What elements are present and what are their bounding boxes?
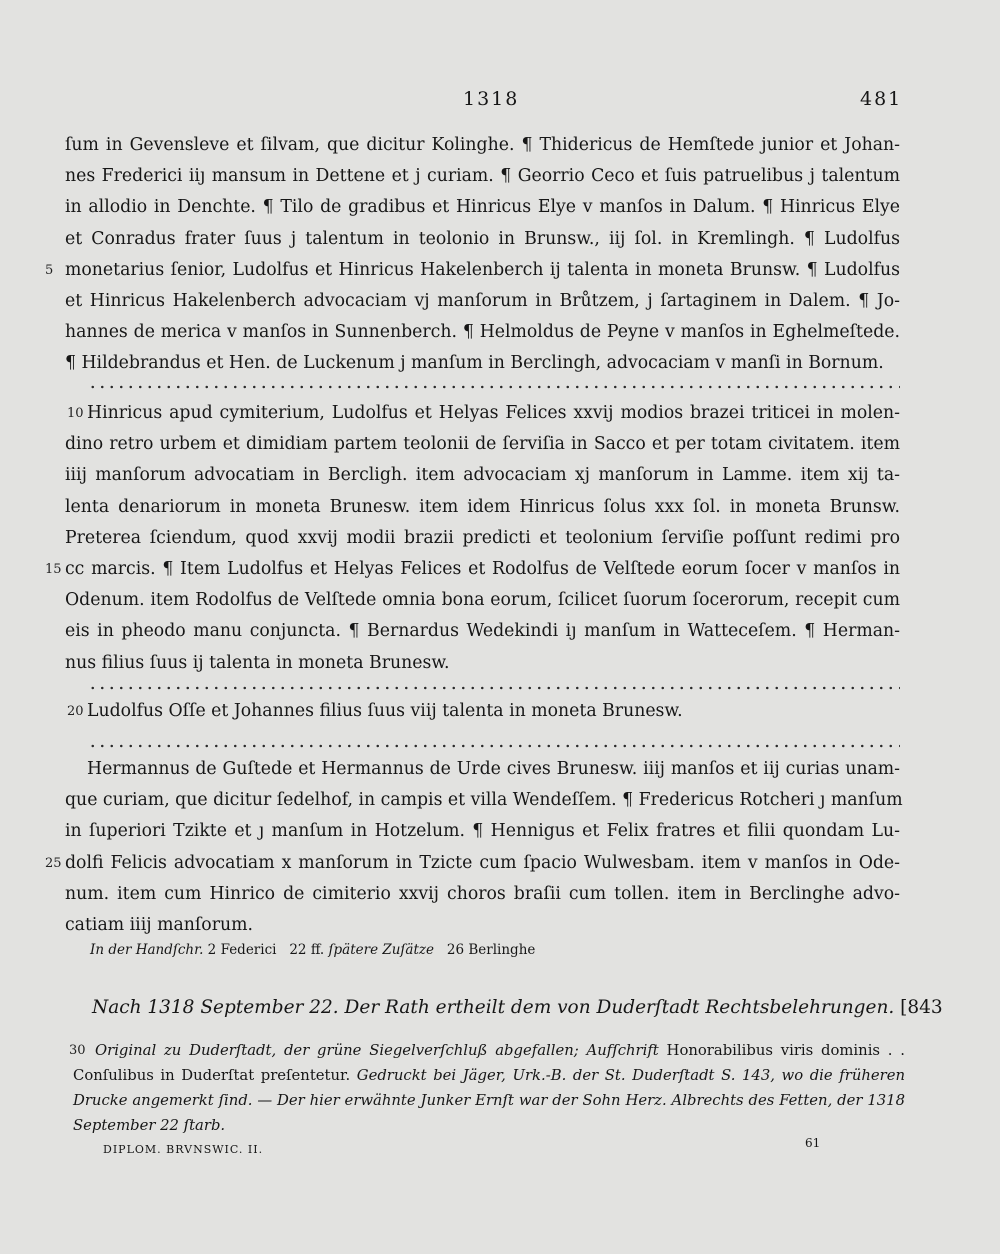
text-line [65, 585, 900, 616]
note-line [69, 1038, 905, 1063]
footnote [90, 942, 535, 958]
text-line [65, 286, 900, 317]
note-line [73, 1113, 905, 1138]
text-line [65, 816, 900, 847]
line-text: iiij manſorum advocatiam in Bercligh. item advocaciam xj manſorum in Lamme. item xij ta- [65, 465, 900, 486]
line-text: dino retro urbem et dimidiam partem teolonii de ſerviſia in Sacco et per totam civitatem. item [65, 434, 900, 455]
text-line [65, 696, 900, 727]
text-line [65, 192, 900, 223]
dotted-separator [88, 685, 900, 691]
footnote-num: 22 ff. [289, 942, 325, 958]
line-text: num. item cum Hinrico de cimiterio xxvij choros braſii cum tollen. item in Berclinghe advo- [65, 883, 900, 904]
line-text: et Conradus frater ſuus j talentum in teolonio in Brunsw., iij ſol. in Kremlingh. ¶ Ludolfus [65, 228, 900, 249]
line-text: monetarius ſenior, Ludolfus et Hinricus Hakelenberch ij talenta in moneta Brunsw. ¶ Ludolfus [65, 259, 900, 280]
note-text: Gedruckt bei Jäger, Urk.-B. der St. Duderſtadt S. 143, wo die früheren [356, 1067, 905, 1084]
text-line [65, 398, 900, 429]
line-text: Preterea ſciendum, quod xxvij modii brazii predicti et teolonium ſerviſie poſſunt redimi pro [65, 527, 900, 548]
note-text: Conſulibus in Duderſtat preſentetur. [73, 1067, 357, 1084]
line-number: 5 [45, 262, 54, 278]
line-text: cc marcis. ¶ Item Ludolfus et Helyas Felices et Rodolfus de Velſtede eorum ſocer v manſos in [65, 558, 900, 579]
text-line [65, 429, 900, 460]
entry-block-4 [45, 754, 903, 941]
footnote-num: 26 [446, 942, 465, 958]
note-text: September 22 ſtarb. [73, 1117, 226, 1134]
line-text: in allodio in Denchte. ¶ Tilo de gradibus et Hinricus Elye v manſos in Dalum. ¶ Hinricus Elye [65, 197, 900, 218]
text-line [65, 648, 900, 679]
line-text: Odenum. item Rodolfus de Velſtede omnia bona eorum, ſcilicet ſuorum ſocerorum, recepit cum [65, 590, 900, 611]
line-text: ¶ Hildebrandus et Hen. de Luckenum j manſum in Berclingh, advocaciam v manſi in Bornum. [65, 353, 884, 374]
entry-block-3 [65, 696, 900, 727]
text-line [65, 616, 900, 647]
heading-text: Nach 1318 September 22. Der Rath ertheilt dem von Duderſtadt Rechtsbelehrungen. [92, 997, 895, 1018]
text-line [65, 492, 900, 523]
text-line [65, 460, 900, 491]
text-line [65, 161, 900, 192]
text-line [45, 554, 900, 585]
text-line [65, 785, 903, 816]
line-text: ſum in Gevensleve et ſilvam, que dicitur Kolinghe. ¶ Thidericus de Hemſtede junior et Johan- [65, 135, 900, 155]
line-text: eis in pheodo manu conjuncta. ¶ Bernardus Wedekindi iȷ manſum in Watteceſem. ¶ Herman- [65, 621, 900, 642]
source-note [69, 1038, 905, 1138]
heading-number: [843 [900, 997, 943, 1018]
line-text: Hermannus de Guſtede et Hermannus de Urde cives Brunesw. iiij manſos et iij curias unam- [87, 759, 900, 779]
line-text: dolfi Felicis advocatiam x manſorum in Tzicte cum ſpacio Wulwesbam. item v manſos in Ode- [65, 852, 900, 873]
footnote-text: Berlinghe [468, 942, 536, 958]
entry-block-2 [45, 398, 900, 679]
line-text: que curiam, que dicitur ſedelhof, in campis et villa Wendeſſem. ¶ Fredericus Rotcheri ȷ manſum [65, 790, 903, 811]
line-number: 20 [67, 704, 84, 719]
text-line [65, 348, 900, 379]
text-line [65, 224, 900, 255]
text-line [45, 848, 900, 879]
line-number: 10 [67, 406, 84, 421]
line-text: Hinricus apud cymiterium, Ludolfus et Helyas Felices xxvij modios brazei triticei in molen- [87, 403, 900, 423]
footnote-text: Federici [220, 942, 277, 958]
signature-mark: DIPLOM. BRVNSWIC. II. [103, 1143, 264, 1156]
signature-page: 61 [805, 1136, 821, 1150]
note-text: Honorabilibus viris dominis . . [666, 1042, 905, 1059]
note-line [73, 1063, 905, 1088]
footnote-num: 2 [207, 942, 217, 958]
note-text: Drucke angemerkt ſind. — Der hier erwähnte Junker Ernſt war der Sohn Herz. Albrechts des Fetten, der 1318 [73, 1092, 905, 1109]
text-line [65, 754, 900, 785]
page-number: 481 [860, 88, 903, 110]
entry-block-1 [45, 130, 900, 380]
line-number: 15 [45, 561, 62, 577]
line-text: lenta denariorum in moneta Brunesw. item idem Hinricus ſolus xxx ſol. in moneta Brunsw. [65, 496, 900, 517]
dotted-separator [88, 384, 900, 390]
text-line [65, 879, 900, 910]
line-text: Ludolfus Oſſe et Johannes filius ſuus viij talenta in moneta Brunesw. [87, 701, 683, 721]
text-line [65, 910, 900, 941]
line-text: nes Frederici iiȷ mansum in Dettene et j curiam. ¶ Georrio Ceco et ſuis patruelibus j talentum [65, 166, 900, 187]
note-text: Original zu Duderſtadt, der grüne Siegelverſchluß abgefallen; Aufſchrift [95, 1042, 667, 1059]
line-text: nus filius ſuus ij talenta in moneta Brunesw. [65, 652, 450, 673]
text-line [65, 317, 900, 348]
text-line [65, 523, 900, 554]
note-line [73, 1088, 905, 1113]
text-line [65, 130, 900, 161]
line-text: hannes de merica v manſos in Sunnenberch. ¶ Helmoldus de Peyne v manſos in Eghelmeſtede. [65, 322, 900, 343]
line-text: in ſuperiori Tzikte et ȷ manſum in Hotzelum. ¶ Hennigus et Felix fratres et filii quondam Lu- [65, 821, 900, 842]
line-number: 30 [69, 1043, 86, 1058]
text-line [45, 255, 900, 286]
dotted-separator [88, 743, 900, 749]
line-number: 25 [45, 855, 62, 871]
line-text: catiam iiij manſorum. [65, 914, 253, 935]
header-year: 1318 [463, 88, 520, 110]
footnote-text: ſpätere Zuſätze [328, 942, 434, 958]
line-text: et Hinricus Hakelenberch advocaciam vj manſorum in Brůtzem, j ſartaginem in Dalem. ¶ Jo- [65, 290, 900, 311]
document-heading [92, 997, 943, 1018]
footnote-intro: In der Handſchr. [90, 942, 204, 958]
